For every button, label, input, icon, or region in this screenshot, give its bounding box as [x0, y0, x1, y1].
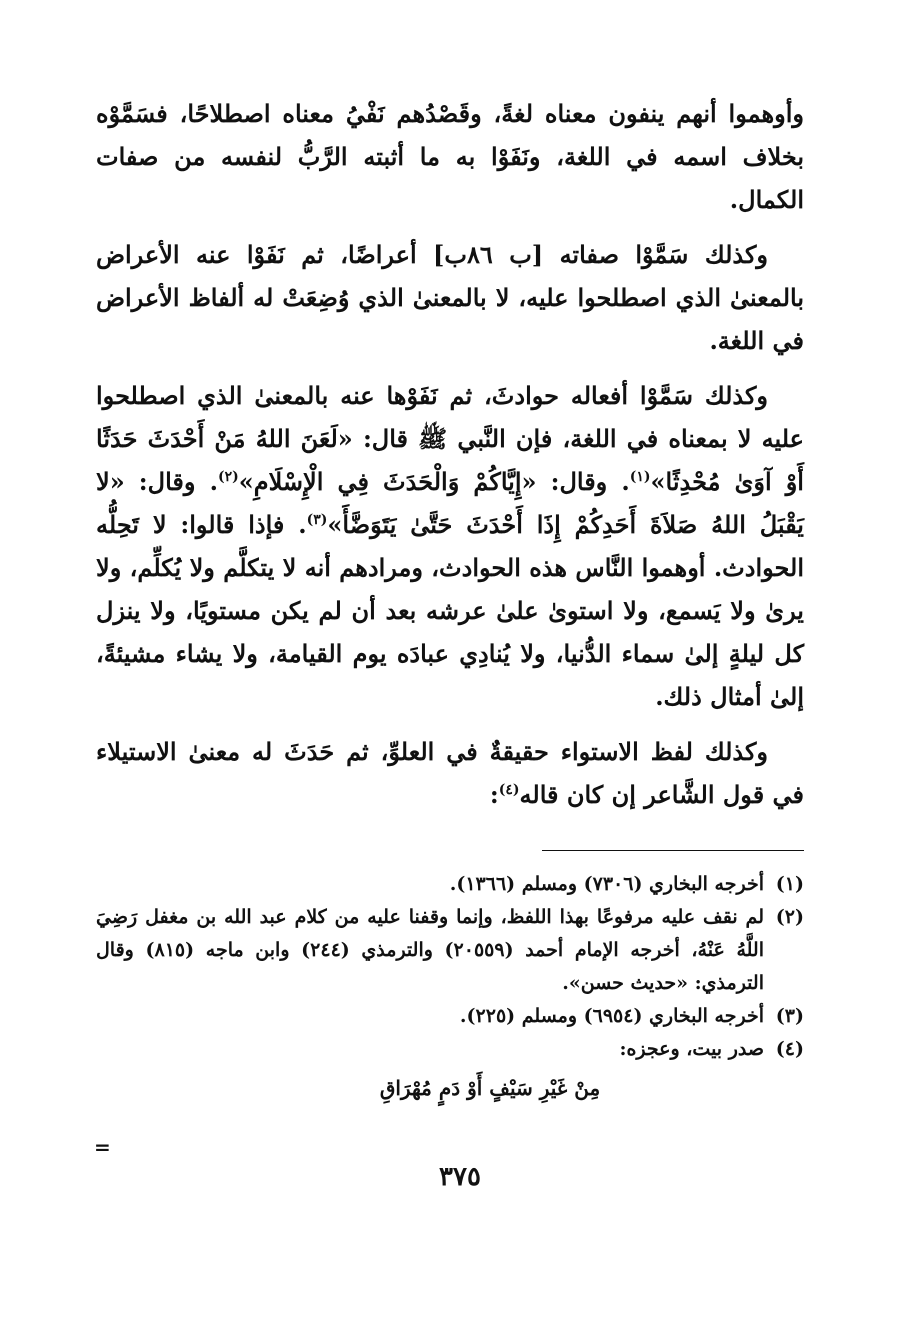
footnote-ref-3[interactable]: (٣) [306, 512, 328, 528]
paragraph-3-text-a: وكذلك سَمَّوْا أفعاله حوادثَ، ثم نَفَوْها عنه بالمعنىٰ الذي اصطلحوا عليه لا بمعناه في اللغة، فإن النَّبي ﷺ قال: [96, 381, 804, 453]
hadith-quote-3: «لا يَقْبَلُ اللهُ صَلاَةَ أَحَدِكُمْ إِذَا أَحْدَثَ حَتَّىٰ يَتَوَضَّأَ» [96, 467, 804, 539]
paragraph-3-text-c: . وقال: [124, 467, 218, 496]
paragraph-2: وكذلك سَمَّوْا صفاته [ب ٨٦ب] أعراضًا، ثم نَفَوْا عنه الأعراض بالمعنىٰ الذي اصطلحوا عليه، لا بالمعنىٰ الذي وُضِعَتْ له ألفاظ الأعراض في اللغة. [96, 240, 805, 355]
footnote-4 [96, 1033, 804, 1066]
paragraph-3-text-d: . فإذا قالوا: لا تَحِلُّه الحوادث. أوهموا النَّاس هذه الحوادث، ومرادهم أنه لا يتكلَّم ولا يُكلِّم، ولا يرىٰ ولا يَسمع، ولا استوىٰ علىٰ عرشه بعد أن لم يكن مستويًا، ولا ينزل كل ليلةٍ إلىٰ سماء الدُّنيا، ولا يُنادِي عبادَه يوم القيامة، ولا يشاء مشيئةً، إلىٰ أمثال ذلك. [96, 510, 804, 711]
footnote-number: (١) [775, 873, 804, 895]
paragraph-3-text-b: . وقال: [536, 467, 630, 496]
main-text [96, 92, 804, 828]
footnote-separator [542, 850, 804, 851]
continuation-marker: = [94, 1135, 111, 1159]
footnote-ref-1[interactable]: (١) [629, 469, 651, 485]
footnote-text: صدر بيت، وعجزه: [619, 1038, 764, 1060]
footnote-number: (٢) [775, 906, 804, 928]
paragraph-1: وأوهموا أنهم ينفون معناه لغةً، وقَصْدُهم نَفْيُ معناه اصطلاحًا، فسَمَّوْه بخلاف اسمه في اللغة، ونَفَوْا به ما أثبته الرَّبُّ لنفسه من صفات الكمال. [96, 99, 804, 214]
paragraph-3 [96, 374, 804, 718]
footnote-3 [96, 1000, 804, 1033]
footnote-ref-4[interactable]: (٤) [498, 782, 520, 798]
paragraph-4-text-b: : [489, 780, 499, 809]
footnote-text: أخرجه البخاري (٧٣٠٦) ومسلم (١٣٦٦). [449, 873, 764, 895]
page-number: ٣٧٥ [439, 1162, 481, 1192]
hadith-quote-1: «لَعَنَ اللهُ مَنْ أَحْدَثَ حَدَثًا أَوْ آوَىٰ مُحْدِثًا» [96, 424, 804, 496]
footnote-number: (٣) [775, 1005, 804, 1027]
footnote-number: (٤) [775, 1038, 804, 1060]
paragraph-4 [96, 730, 804, 816]
footnote-ref-2[interactable]: (٢) [217, 469, 239, 485]
footnote-text: لم نقف عليه مرفوعًا بهذا اللفظ، وإنما وقفنا عليه من كلام عبد الله بن مغفل رَضِيَ اللَّهُ عَنْهُ، أخرجه الإمام أحمد (٢٠٥٥٩) والترمذي (٢٤٤) وابن ماجه (٨١٥) وقال الترمذي: «حديث حسن». [96, 906, 764, 994]
footnote-2 [96, 901, 804, 1000]
footnote-1 [96, 868, 804, 901]
footnotes [96, 868, 804, 1105]
hadith-quote-2: «إِيَّاكُمْ وَالْحَدَثَ فِي الْإِسْلَامِ» [238, 467, 537, 496]
poetry-verse: مِنْ غَيْرِ سَيْفٍ أَوْ دَمٍ مُهْرَاقِ [379, 1076, 601, 1100]
paragraph-4-text-a: وكذلك لفظ الاستواء حقيقةٌ في العلوِّ، ثم حَدَثَ له معنىٰ الاستيلاء في قول الشَّاعر إن كان قاله [96, 737, 804, 809]
footnote-text: أخرجه البخاري (٦٩٥٤) ومسلم (٢٢٥). [459, 1005, 764, 1027]
